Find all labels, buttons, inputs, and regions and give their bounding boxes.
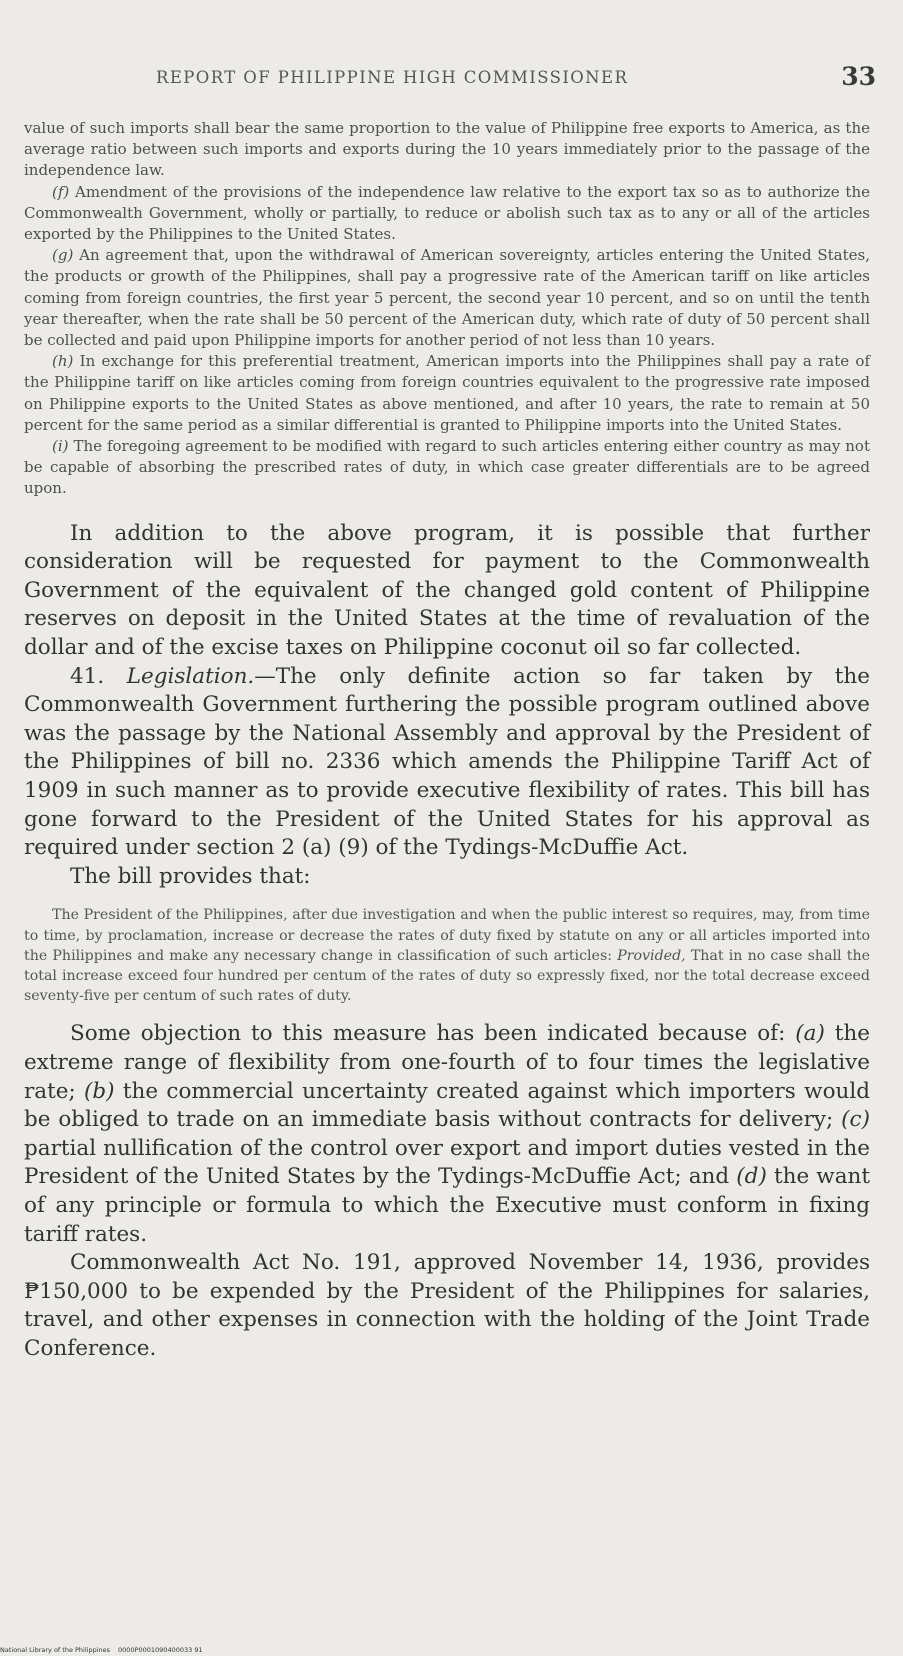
item-g-text: An agreement that, upon the withdrawal of American sovereignty, articles entering the United States, the products or growth of the Philippines, shall pay a progressive rate of the American tariff on like articles coming from foreign countries, the first year 5 percent, the second year 10 percent, and so on until the tenth year thereafter, when the rate shall be 50 percent of the American duty, which rate of duty of 50 percent shall be collected and paid upon Philippine imports for another period of not less than 10 years.: [24, 246, 870, 350]
objection-text-4: partial nullification of the control over export and import duties vested in the President of the United States by the Tydings-McDuffie Act; and: [24, 1135, 870, 1190]
extract-item-i: [24, 436, 870, 500]
bill-quotation: [24, 905, 870, 1006]
item-h-label: (h): [52, 352, 74, 371]
quote-before: The President of the Philippines, after due investigation and when the public interest so requires, may, from time to time, by proclamation, increase or decrease the rates of duty fixed by statute on any or all articles imported into the Philippines and make any necessary change in classification of such articles:: [24, 907, 870, 964]
quoted-program-extract: [24, 118, 870, 500]
objection-label-c: (c): [841, 1107, 870, 1133]
library-credit: National Library of the Philippines: [0, 1646, 111, 1654]
objection-text-3: the commercial uncertainty created against which importers would be obliged to trade on an immediate basis without contracts for delivery;: [24, 1078, 870, 1133]
objection-text-1: Some objection to this measure has been indicated because of:: [70, 1021, 796, 1047]
item-f-text: Amendment of the provisions of the independence law relative to the export tax so as to authorize the Commonwealth Government, wholly or partially, to reduce or abolish such tax as to any or all of the articles exported by the Philippines to the United States.: [24, 182, 870, 244]
addition-paragraph: In addition to the above program, it is possible that further consideration will be requested for payment to the Commonwealth Government of the equivalent of the changed gold content of Philippine reserves on deposit in the United States at the time of revaluation of the dollar and of the excise taxes on Philippine coconut oil so far collected.: [24, 520, 870, 661]
commonwealth-act-paragraph: Commonwealth Act No. 191, approved November 14, 1936, provides ₱150,000 to be expended by the President of the Philippines for salaries, travel, and other expenses in connection with the holding of the Joint Trade Conference.: [24, 1250, 870, 1361]
item-f-label: (f): [52, 182, 70, 201]
objection-label-a: (a): [795, 1021, 825, 1047]
section-text: —The only definite action so far taken by the Commonwealth Government furthering the possible program outlined above was the passage by the National Assembly and approval by the President of the Philippines of bill no. 2336 which amends the Philippine Tariff Act of 1909 in such manner as to provide executive flexibility of rates. This bill has gone forward to the President of the United States for his approval as required under section 2 (a) (9) of the Tydings-McDuffie Act.: [24, 663, 871, 861]
section-heading: Legislation.: [126, 663, 255, 689]
section-41-paragraph: [24, 663, 870, 863]
item-i-label: (i): [52, 437, 69, 456]
page-body: [24, 118, 870, 1364]
extract-lead-paragraph: value of such imports shall bear the same proportion to the value of Philippine free exports to America, as the average ratio between such imports and exports during the 10 years immediately prior to the passage of the independence law.: [24, 119, 870, 180]
quote-provided: Provided,: [617, 947, 686, 964]
objection-text-5: the want of any principle or formula to which the Executive must conform in fixing tariff rates.: [24, 1164, 871, 1247]
objection-paragraph: [24, 1020, 870, 1249]
objection-label-d: (d): [736, 1164, 767, 1190]
extract-item-g: [24, 245, 870, 351]
extract-item-f: [24, 182, 870, 246]
quote-after: That in no case shall the total increase exceed four hundred per centum of the rates of duty so expressly fixed, nor the total decrease exceed seventy-five per centum of such rates of duty.: [24, 947, 870, 1005]
objection-text-2: the extreme range of flexibility from one-fourth of to four times the legislative rate;: [24, 1021, 871, 1104]
page-header: [156, 62, 876, 92]
running-head: REPORT OF PHILIPPINE HIGH COMMISSIONER: [156, 68, 629, 87]
section-number: 41.: [70, 663, 127, 689]
item-h-text: In exchange for this preferential treatment, American imports into the Philippines shall pay a rate of the Philippine tariff on like articles coming from foreign countries equivalent to the progressive rate imposed on Philippine exports to the United States as above mentioned, and after 10 years, the rate to remain at 50 percent for the same period as a similar differential is granted to Philippine imports into the United States.: [24, 352, 870, 434]
page-number: 33: [841, 62, 876, 91]
objection-label-b: (b): [84, 1078, 115, 1104]
scan-footer: [0, 1646, 203, 1654]
item-i-text: The foregoing agreement to be modified with regard to such articles entering either country as may not be capable of absorbing the prescribed rates of duty, in which case greater differentials are to be agreed upon.: [24, 437, 870, 498]
bill-intro: The bill provides that:: [70, 863, 311, 889]
extract-item-h: [24, 351, 870, 436]
scan-code: 0000P0001090400033 91: [118, 1646, 203, 1654]
item-g-label: (g): [52, 246, 74, 265]
